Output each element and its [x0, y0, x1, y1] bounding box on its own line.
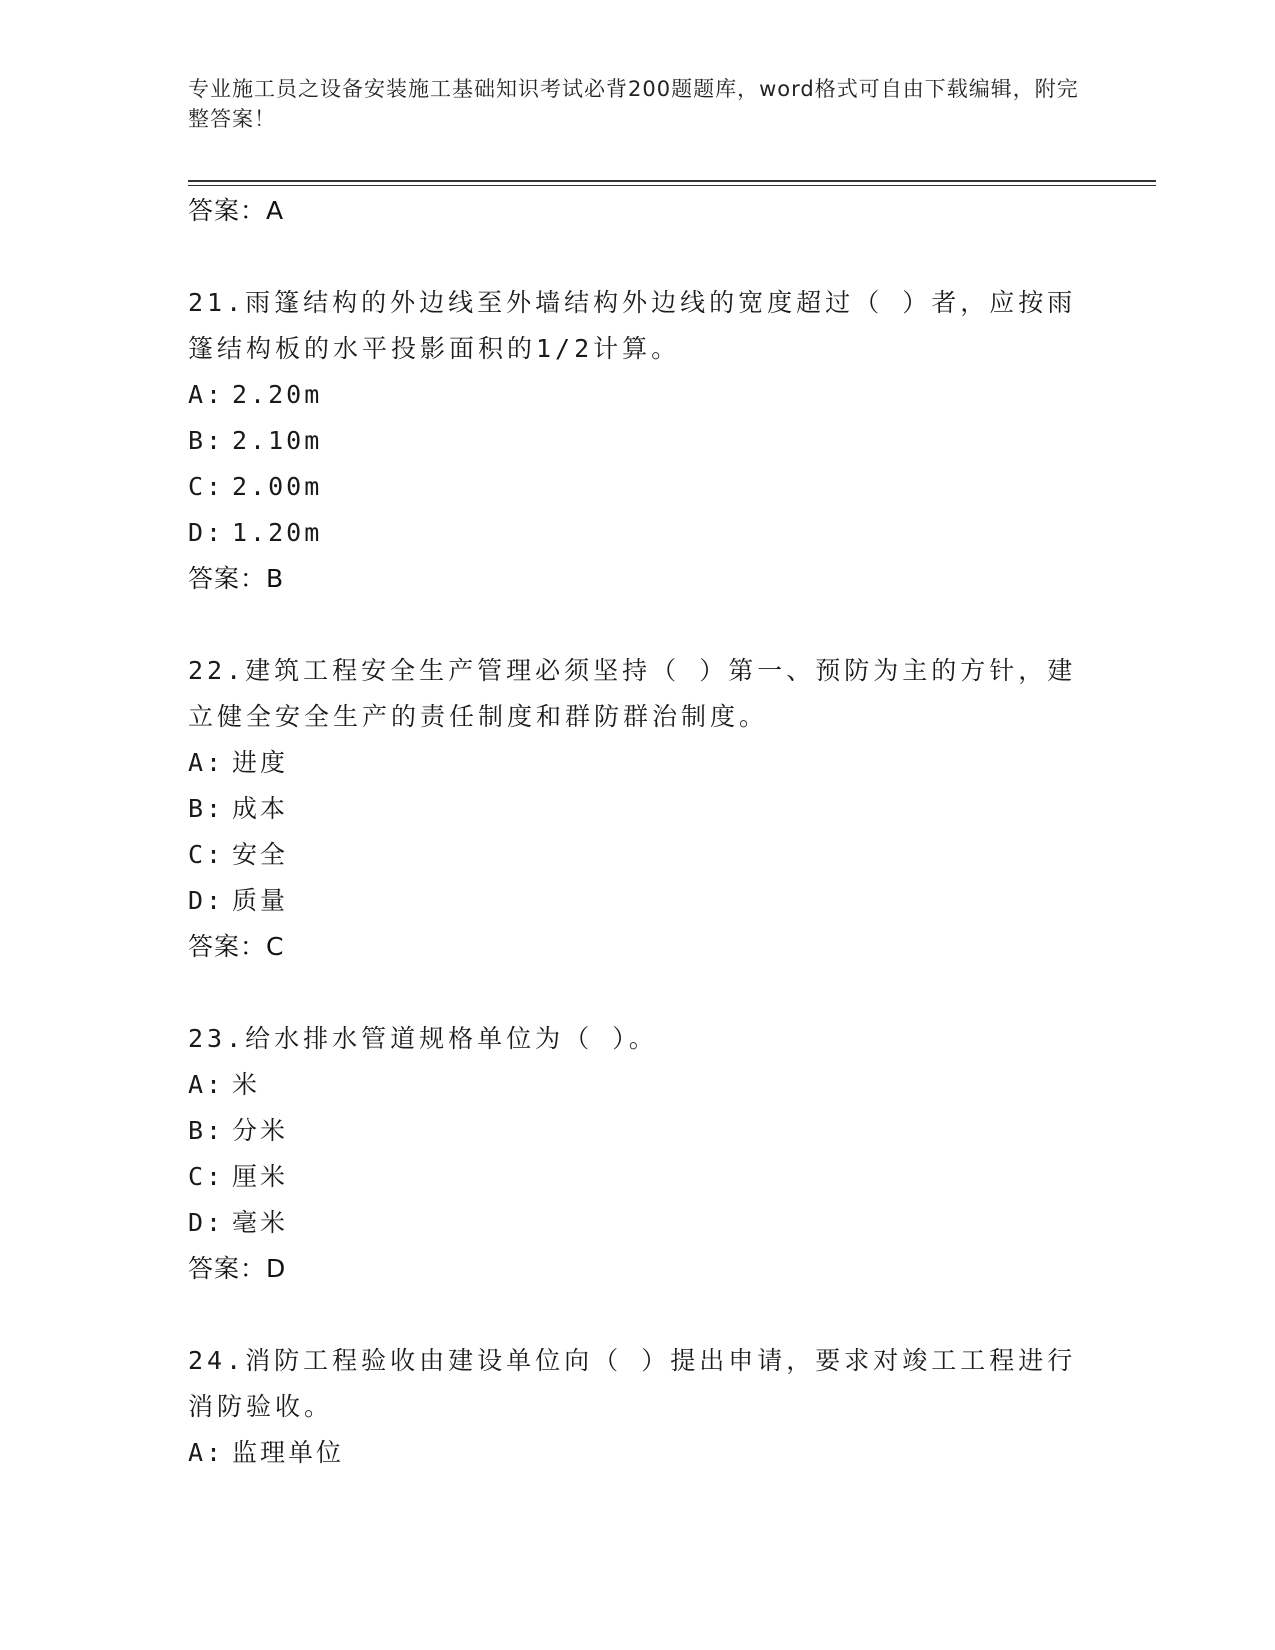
- option-letter: C:: [188, 1162, 225, 1191]
- question-item: [188, 280, 1088, 602]
- question-stem: 23.给水排水管道规格单位为（ ）。: [188, 1024, 658, 1053]
- question-stem: 22.建筑工程安全生产管理必须坚持（ ）第一、预防为主的方针，建立健全安全生产的责任制度和群防群治制度。: [188, 656, 1077, 731]
- option-c: [188, 464, 1088, 510]
- option-b: [188, 1108, 1088, 1154]
- option-text: 进度: [232, 748, 289, 777]
- answer-line: 答案：C: [188, 932, 285, 961]
- option-text: 2.20m: [232, 380, 323, 409]
- option-c: [188, 1154, 1088, 1200]
- option-text: 2.00m: [232, 472, 323, 501]
- option-b: [188, 786, 1088, 832]
- option-letter: D:: [188, 518, 225, 547]
- option-letter: D:: [188, 886, 225, 915]
- option-a: [188, 1062, 1088, 1108]
- header-divider-thin: [188, 185, 1156, 186]
- option-text: 1.20m: [232, 518, 323, 547]
- option-b: [188, 418, 1088, 464]
- previous-answer: 答案：A: [188, 196, 285, 225]
- option-letter: C:: [188, 472, 225, 501]
- option-a: [188, 740, 1088, 786]
- option-letter: A:: [188, 748, 225, 777]
- option-letter: A:: [188, 1070, 225, 1099]
- question-item: [188, 648, 1088, 970]
- question-item: [188, 1016, 1088, 1292]
- option-letter: B:: [188, 1116, 225, 1145]
- question-item: [188, 1338, 1088, 1476]
- question-list: [188, 188, 1088, 1476]
- option-d: [188, 1200, 1088, 1246]
- page-header-title: 专业施工员之设备安装施工基础知识考试必背200题题库，word格式可自由下载编辑，附完整答案！: [188, 77, 1079, 131]
- option-a: [188, 372, 1088, 418]
- option-d: [188, 510, 1088, 556]
- option-text: 米: [232, 1070, 261, 1099]
- option-letter: B:: [188, 794, 225, 823]
- option-text: 2.10m: [232, 426, 323, 455]
- header-divider-thick: [188, 180, 1156, 182]
- option-letter: C:: [188, 840, 225, 869]
- option-letter: D:: [188, 1208, 225, 1237]
- option-text: 厘米: [232, 1162, 289, 1191]
- option-a: [188, 1430, 1088, 1476]
- question-stem: 21.雨篷结构的外边线至外墙结构外边线的宽度超过（ ）者，应按雨篷结构板的水平投影面积的1/2计算。: [188, 288, 1077, 363]
- answer-line: 答案：D: [188, 1254, 287, 1283]
- option-c: [188, 832, 1088, 878]
- option-letter: A:: [188, 1438, 225, 1467]
- question-stem: 24.消防工程验收由建设单位向（ ）提出申请，要求对竣工工程进行消防验收。: [188, 1346, 1077, 1421]
- option-text: 质量: [232, 886, 289, 915]
- option-letter: A:: [188, 380, 225, 409]
- option-text: 监理单位: [232, 1438, 345, 1467]
- option-letter: B:: [188, 426, 225, 455]
- option-d: [188, 878, 1088, 924]
- option-text: 安全: [232, 840, 289, 869]
- answer-line: 答案：B: [188, 564, 285, 593]
- option-text: 成本: [232, 794, 289, 823]
- option-text: 毫米: [232, 1208, 289, 1237]
- option-text: 分米: [232, 1116, 289, 1145]
